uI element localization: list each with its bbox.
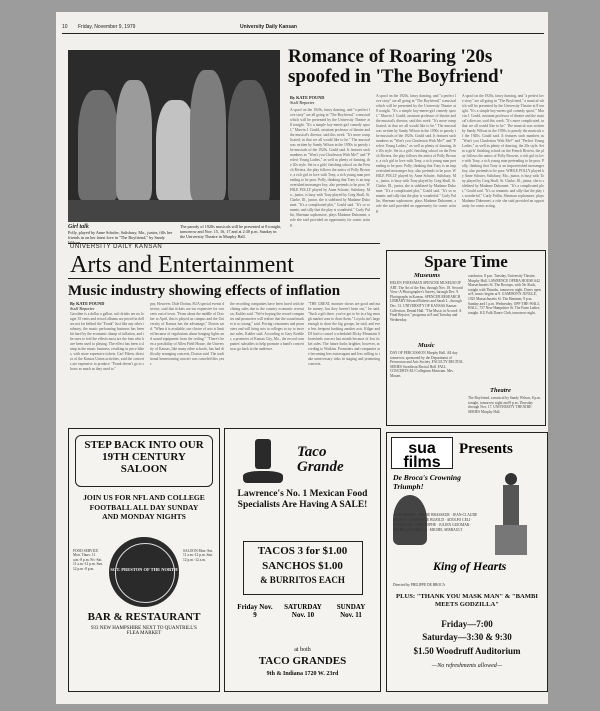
paper-name: University Daily Kansan [240,24,297,30]
music-col-2: pay. However, Dale Dorian, SUA special events director, said that tickets are too expensive for concerts out of town. "From about the middle of October to April, this is played on campus and the University of Kansas has the advantage," Dorian said. "When it is available, our choice of acts is limited because of regulations about hanging lights and sound equipment from the ceiling." "There's been a possibility of Allen Field House, the University of Kansas, like many other schools, has had difficulty arranging concerts, Dorian said. The traditional homecoming concert was canceled this year. [150,302,224,366]
taco-offer-1: TACOS 3 for $1.00 [257,545,348,557]
section-rule-bottom [68,278,380,279]
saloon-logo [109,537,179,607]
feature-byline-role: Staff Reporter [290,100,315,105]
play-photo [68,50,280,222]
music-heading: Music [418,342,435,349]
saloon-headline: STEP BACK INTO OUR 19TH CENTURY SALOON [84,439,204,475]
film-credit: Directed by PHILIPPE DE BROCA [393,583,446,587]
feature-col-3: A spoof on the 1920s, fancy dancing, and "a perfect love story" are all going in "The Boyfriend," a musical which will be presented by the University Theatre at 8 tonight. "It's a simple boy-meets-girl comedy spoof," Marvin J. Gould, assistant professor of theatre and the musical's director, said this week. "It's more complicated, in that we all would like to be." The musical was written by Sandy Wilson in the 1950s to parody the musicals of the 1920s. Gould said. It features such numbers as "Won't you Charleston With Me?" and "Perfect Young Ladies," as well as plenty of dancing, the 20s style. Set in a girls' finishing school on the French Riviera, the play follows the antics of Polly Browne, a rich girl in love with Tony, a rich young man pretending to be poor. Polly, thinking that Tony is an impoverished messenger boy, also pretends to be poor. WHILE POLLY played by Anne Schuter, Salisbury, Mo., junior, is busy with Tony played by Greg Shull, St. Clarke, Ill., junior, she is sidelined by Madame Dubonnet. "It's a complicated plot," Gould said. "It's so romantic and silly that the play is wonderful." Curly Pullin, Sherman sophomore, plays Madame Dubonnet, a role she said provided an opportunity for comic acting. [462,94,544,208]
museums-heading: Museums [414,272,441,279]
taco-offer-2: SANCHOS $1.00 [262,560,343,572]
sua-films-ad [386,432,548,692]
spare-col-2: conductor, 8 p.m. Tuesday, University Theatre, Murphy Hall. LAWRENCE OPERA HOUSE 642 Massachusetts St. The Boxtops, with No Slack, tonight with Thumbs, tomorrow night. Doors open at 8, music begins at 9. GAMMON'S JUNGLE, 1025 Massachusetts St. The Hammer, 9 p.m. Sunday and 1 p.m. Wednesday. OFF-THE-WALL HALL, 737 New Hampshire St. The Farm Ladies, tonight. KU Folk Dance Club, tomorrow night. [468,274,541,315]
theatre-heading: Theatre [490,387,511,394]
film-illustration [483,473,539,555]
music-headline: Music industry showing effects of inflation [68,283,341,299]
taco-offer-3: & BURRITOS EACH [260,575,345,585]
page-header [62,20,544,32]
film-plus: PLUS: "THANK YOU MASK MAN" & "BAMBI MEETS GODZILLA" [396,593,538,608]
music-byline-role: Staff Reporter [70,306,95,311]
taco-logo [243,437,283,487]
taco-brand: Taco Grande [297,444,344,475]
taco-day-1: Friday Nov. 9 [237,603,273,619]
photo-caption-left [68,224,173,245]
film-title: King of Hearts [433,559,507,573]
saloon-football: JOIN US FOR NFL AND COLLEGE FOOTBALL ALL DAY SUNDAY AND MONDAY NIGHTS [83,493,205,521]
film-cast: ALAN BATES · PIERRE BRASSEUR · JEAN-CLAUDE BRIALY · GENEVIEVE BUJOLD · ADOLFO CELI · FRANCOISE CHRISTOPHE · JULIEN GUIOMAR · MICHELINE PRESLE · MICHEL SERRAULT [393,513,478,532]
music-byline: By KATE POUND [70,301,105,306]
saloon-name: BAR & RESTAURANT [87,611,201,623]
taco-footer-1: at both [294,647,311,653]
film-note: —No refreshments allowed— [431,663,503,669]
taco-tagline: Lawrence's No. 1 Mexican Food Specialists Are Having A SALE! [237,489,368,510]
music-col-4: "THE GREAT, monster shows are good and make money, but they haven't been out," he said. "Such a gift there, you've got to be in a big enough market area to draw them." Loyola isn't large enough to draw the big groups, he said, and even less frequent booking another acts. Kilgar and DJ had to cancel a scheduled Dicky Mountain Shoresheds concert last month because of low ticket sales. The future looks brighter, however, according to Watkins. Promoters and companies are becoming less extravagant and less willing to take unnecessary risks in staging and promoting concerts. [308,302,380,366]
film-tagline: De Broca's Crowning Triumph! [393,473,461,491]
caption-title: Girl talk [68,224,89,230]
header-rule [62,33,544,34]
section-title: Arts and Entertainment [70,252,294,278]
feature-headline: Romance of Roaring '20s spoofed in 'The Boyfriend' [288,46,504,87]
page-date: Friday, November 9, 1979 [78,24,136,30]
music-col-3: the recording companies have been faced with declining sales due to the country economic recession, Kuhler said. "We're hoping the record companies and promoters will realize that the sound market is so strong," said. Pricing consumers and promoters and will bring acts to colleges to try to increase sales, Kuhler said. According to Gary Koehler, a promoter of Kansas City, Mo., the record companies' subsidies to help promote a band's concert now go back to the audience. [230,302,304,351]
photo-caption-right: The parody of 1920s musicals will be presented at 8 tonight, tomorrow and Nov. 15, 16, 17 and at 2:30 p.m. Sunday in the University Theatre in Murphy Hall. [180,224,282,239]
taco-footer-3: 9th & Indiana 1720 W. 23rd [266,671,339,677]
sua-logo [391,437,453,469]
page-number: 10 [62,24,68,30]
taco-day-3: SUNDAY Nov. 11 [336,603,366,619]
feature-col-2: A spoof on the 1920s, fancy dancing, and "a perfect love story" are all going in "The Boyfriend," a musical which will be presented by the University Theatre at 8 tonight. "It's a simple boy-meets-girl comedy spoof," Marvin J. Gould, assistant professor of theatre and the musical's director, said this week. "It's more complicated, in that we all would like to be." The musical was written by Sandy Wilson in the 1950s to parody the musicals of the 1920s. Gould said. It features such numbers as "Won't you Charleston With Me?" and "Perfect Young Ladies," as well as plenty of dancing, the 20s style. Set in a girls' finishing school on the French Riviera, the play follows the antics of Polly Browne, a rich girl in love with Tony, a rich young man pretending to be poor. Polly, thinking that Tony is an impoverished messenger boy, also pretends to be poor. WHILE POLLY played by Anne Schuter, Salisbury, Mo., junior, is busy with Tony played by Greg Shull, St. Clarke, Ill., junior, she is sidelined by Madame Dubonnet. "It's a complicated plot," Gould said. "It's so romantic and silly that the play is wonderful." Curly Pullin, Sherman sophomore, plays Madame Dubonnet, a role she said provided an opportunity for comic acting. [376,94,456,213]
presents-label: Presents [459,441,513,457]
taco-grande-ad [224,428,381,692]
saloon-food-hours: FOOD SERVICE Mon. Thurs. 11 a.m.-8 p.m. Fri.-Sat. 11 a.m.-12 p.m. Sun. 12 p.m.-8 p.m. [73,549,104,571]
feature-byline: By KATE POUND [290,95,325,100]
spare-time-listings [386,250,546,426]
taco-footer-2: TACO GRANDES [258,655,347,667]
spare-col-1: HELEN FORESMAN SPENCER MUSEUM OF ART. The Art of the Fan, through Nov. 18. Second View: A Photographer's Survey, through Dec. 9. Photographs in Kansas. SPENCER RESEARCH LIBRARY Edward Roberts and Sarah L., through Dec. 31. UNIVERSITY OF KANSAS Kansas Collection. Dental Hall. "The Music in Accord: A Final Rejoice," programs at 8 and Tuesday and Wednesday. [390,281,463,322]
spare-time-title: Spare Time [424,252,508,271]
film-price: $1.50 Woodruff Auditorium [413,646,521,656]
saloon-ad [68,428,220,692]
saloon-logo-text: SGT. PRESTON OF THE NORTH [110,567,178,572]
saloon-bar-hours: SALOON Mon.-Sat. 11 a.m.-12 p.m. Sun. 12 p.m.-12 a.m. [183,549,214,562]
spare-col-2b: The Boyfriend, a musical by Sandy Wilson, 8 p.m. tonight, tomorrow night and 8 p.m. Thursday through Nov. 17. UNIVERSITY THEATRE SERIES Murphy Hall. [468,396,541,414]
spare-col-1b: DAY OF PERCUSSION Murphy Hall. All day tomorrow, sponsored by the Department of Percussion and Arts Society. FACULTY RECITAL SERIES Swarthout Recital Hall. FALL CONCERTS KU Collegium Musicum. Mrs. Mozart. [390,351,464,378]
taco-day-2: SATURDAY Nov. 10 [284,603,322,619]
film-times-2: Saturday—3:30 & 9:30 [422,632,512,642]
music-col-1: Gasoline is a dollar a gallon, soft drinks are no longer 35 cents and record albums are priced in dollars not far behind the "Frank" Just like any other industry, the music performing business has been hit hard by the economic slump of inflation, and the ones to feel the effects most are the fans who have been used to playing. The effect has been a slump in the music business, resulting in price hikes, with more expensive tickets. Carl Pilsen, director of the Kansas Union activities, said the concerts are expensive to produce. "Frank doesn't go to shows as much as they used to." [70,312,144,371]
saloon-address: 933 NEW HAMPSHIRE NEXT TO QUANTRILL'S FLEA MARKET [91,626,197,636]
film-times-1: Friday—7:00 [441,619,493,629]
section-tag: UNIVERSITY DAILY KANSAN [70,244,163,250]
caption-text: Polly, played by Anne Schuler, Salisbury, Mo., junior, fills her friends in on her latest love in "The Boyfriend," by Sandy [68,230,173,240]
sua-logo-text: sua films [403,440,441,471]
feature-col-1: A spoof on the 1920s, fancy dancing, and "a perfect love story" are all going in "The Boyfriend," a musical which will be presented by the University Theatre at 8 tonight. "It's a simple boy-meets-girl comedy spoof," Marvin J. Gould, assistant professor of theatre and the musical's director, said this week. "It's more complicated, in that we all would like to be." The musical was written by Sandy Wilson in the 1950s to parody the musicals of the 1920s. Gould said. It features such numbers as "Won't you Charleston With Me?" and "Perfect Young Ladies," as well as plenty of dancing, the 20s style. Set in a girls' finishing school on the French Riviera, the play follows the antics of Polly Browne, a rich girl in love with Tony, a rich young man pretending to be poor. Polly, thinking that Tony is an impoverished messenger boy, also pretends to be poor. WHILE POLLY played by Anne Schuter, Salisbury, Mo., junior, is busy with Tony played by Greg Shull, St. Clarke, Ill., junior, she is sidelined by Madame Dubonnet. "It's a complicated plot," Gould said. "It's so romantic and silly that the play is wonderful." Curly Pullin, Sherman sophomore, plays Madame Dubonnet, a role she said provided an opportunity for comic acting. [290,108,370,227]
